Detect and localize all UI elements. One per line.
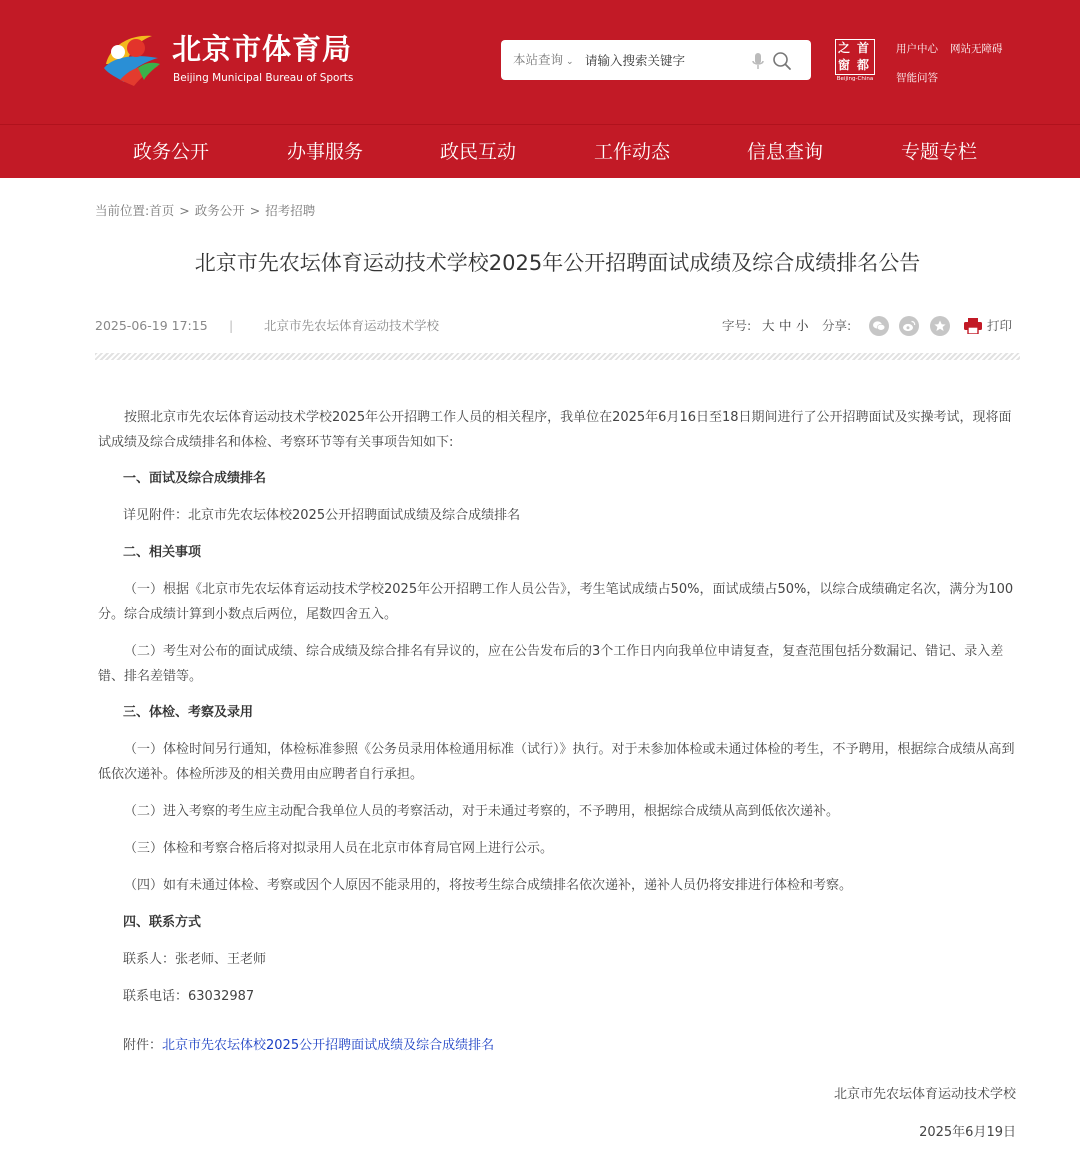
fontsize-large-button[interactable]: 大 xyxy=(762,318,775,333)
signature-date: 2025年6月19日 xyxy=(919,1125,1016,1140)
fontsize-small-button[interactable]: 小 xyxy=(796,318,809,333)
contact-person: 联系人：张老师、王老师 xyxy=(123,952,267,967)
capital-char-2: 首 xyxy=(857,41,870,55)
capital-char-4: 都 xyxy=(857,58,870,72)
printer-icon[interactable] xyxy=(964,318,982,334)
attachment-row xyxy=(123,1033,494,1058)
breadcrumb-prefix: 当前位置: xyxy=(95,203,150,218)
breadcrumb-recruitment[interactable]: 招考招聘 xyxy=(265,203,316,218)
search-scope-label: 本站查询 xyxy=(513,52,564,67)
section-heading-1: 一、面试及综合成绩排名 xyxy=(123,471,267,486)
breadcrumb-separator: > xyxy=(179,203,190,218)
site-header xyxy=(0,0,1080,124)
search-icon[interactable] xyxy=(772,51,792,71)
section-heading-2: 二、相关事项 xyxy=(123,545,202,560)
fontsize-medium-button[interactable]: 中 xyxy=(779,318,792,333)
nav-item-special-topics[interactable]: 专题专栏 xyxy=(900,141,977,163)
nav-item-services[interactable]: 办事服务 xyxy=(286,141,363,163)
user-center-link[interactable]: 用户中心 xyxy=(896,43,938,55)
signature-organization: 北京市先农坛体育运动技术学校 xyxy=(833,1087,1016,1102)
meta-divider: | xyxy=(229,318,234,333)
breadcrumb xyxy=(95,201,315,219)
main-nav xyxy=(0,124,1080,178)
print-button[interactable]: 打印 xyxy=(987,318,1013,333)
accessibility-link[interactable]: 网站无障碍 xyxy=(950,43,1003,55)
nav-item-info-query[interactable]: 信息查询 xyxy=(746,141,823,163)
section-3-paragraph-2: （二）进入考察的考生应主动配合我单位人员的考察活动，对于未通过考察的，不予聘用，根据综合成绩从高到低依次递补。 xyxy=(124,804,840,819)
logo-icon[interactable] xyxy=(100,28,162,86)
brand-title[interactable]: 北京市体育局 xyxy=(172,32,353,66)
section-2-paragraph-1: （一）根据《北京市先农坛体育运动技术学校2025年公开招聘工作人员公告》，考生笔试成绩占50%，面试成绩占50%，以综合成绩确定名次，满分为100分。综合成绩计算到小数点后两位，尾数四舍五入。 xyxy=(98,582,1014,622)
breadcrumb-separator: > xyxy=(249,203,261,218)
contact-phone: 联系电话：63032987 xyxy=(123,989,255,1004)
capital-char-3: 窗 xyxy=(838,58,851,72)
meta-divider-stripe xyxy=(95,353,1020,360)
share-label: 分享: xyxy=(822,318,852,333)
section-3-paragraph-1: （一）体检时间另行通知，体检标准参照《公务员录用体检通用标准（试行）》执行。对于未参加体检或未通过体检的考生，不予聘用，根据综合成绩从高到低依次递补。体检所涉及的相关费用由应聘者自行承担。 xyxy=(98,742,1015,782)
attachment-link[interactable]: 北京市先农坛体校2025公开招聘面试成绩及综合成绩排名 xyxy=(162,1038,495,1053)
capital-window-logo[interactable] xyxy=(835,39,875,83)
breadcrumb-home[interactable]: 首页 xyxy=(149,203,175,218)
section-2-paragraph-2: （二）考生对公布的面试成绩、综合成绩及综合排名有异议的，应在公告发布后的3个工作日内向我单位申请复查，复查范围包括分数漏记、错记、录入差错、排名差错等。 xyxy=(98,644,1004,684)
section-heading-4: 四、联系方式 xyxy=(123,915,202,930)
search-scope-dropdown[interactable] xyxy=(513,40,574,80)
breadcrumb-government-affairs[interactable]: 政务公开 xyxy=(194,203,245,218)
search-box xyxy=(501,40,811,80)
section-heading-3: 三、体检、考察及录用 xyxy=(123,705,254,720)
weibo-share-icon[interactable] xyxy=(899,316,919,336)
section-1-text: 详见附件：北京市先农坛体校2025公开招聘面试成绩及综合成绩排名 xyxy=(123,508,521,523)
search-input[interactable] xyxy=(585,48,735,72)
nav-item-work-news[interactable]: 工作动态 xyxy=(593,141,670,163)
article-source: 北京市先农坛体育运动技术学校 xyxy=(264,318,440,333)
capital-window-frame xyxy=(835,39,875,75)
article-date: 2025-06-19 17:15 xyxy=(95,318,208,333)
fontsize-label: 字号: xyxy=(722,318,752,333)
section-3-paragraph-3: （三）体检和考察合格后将对拟录用人员在北京市体育局官网上进行公示。 xyxy=(124,841,554,856)
capital-char-1: 之 xyxy=(838,41,851,55)
article-title: 北京市先农坛体育运动技术学校2025年公开招聘面试成绩及综合成绩排名公告 xyxy=(194,251,921,275)
intro-paragraph: 按照北京市先农坛体育运动技术学校2025年公开招聘工作人员的相关程序，我单位在2025年6月16日至18日期间进行了公开招聘面试及实操考试，现将面试成绩及综合成绩排名和体检、考察环节等有关事项告知如下: xyxy=(98,410,1012,450)
attachment-label: 附件： xyxy=(123,1038,163,1053)
nav-item-government-affairs[interactable]: 政务公开 xyxy=(132,141,209,163)
section-3-paragraph-4: （四）如有未通过体检、考察或因个人原因不能录用的，将按考生综合成绩排名依次递补，递补人员仍将安排进行体检和考察。 xyxy=(124,878,853,893)
capital-window-subtitle: Beijing-China xyxy=(836,76,874,82)
chevron-down-icon: ⌄ xyxy=(566,57,574,67)
nav-item-interaction[interactable]: 政民互动 xyxy=(439,141,516,163)
smart-qa-link[interactable]: 智能问答 xyxy=(896,72,938,84)
favorite-share-icon[interactable] xyxy=(930,316,950,336)
wechat-share-icon[interactable] xyxy=(869,316,889,336)
brand-subtitle: Beijing Municipal Bureau of Sports xyxy=(173,72,354,84)
microphone-icon[interactable] xyxy=(751,52,765,70)
